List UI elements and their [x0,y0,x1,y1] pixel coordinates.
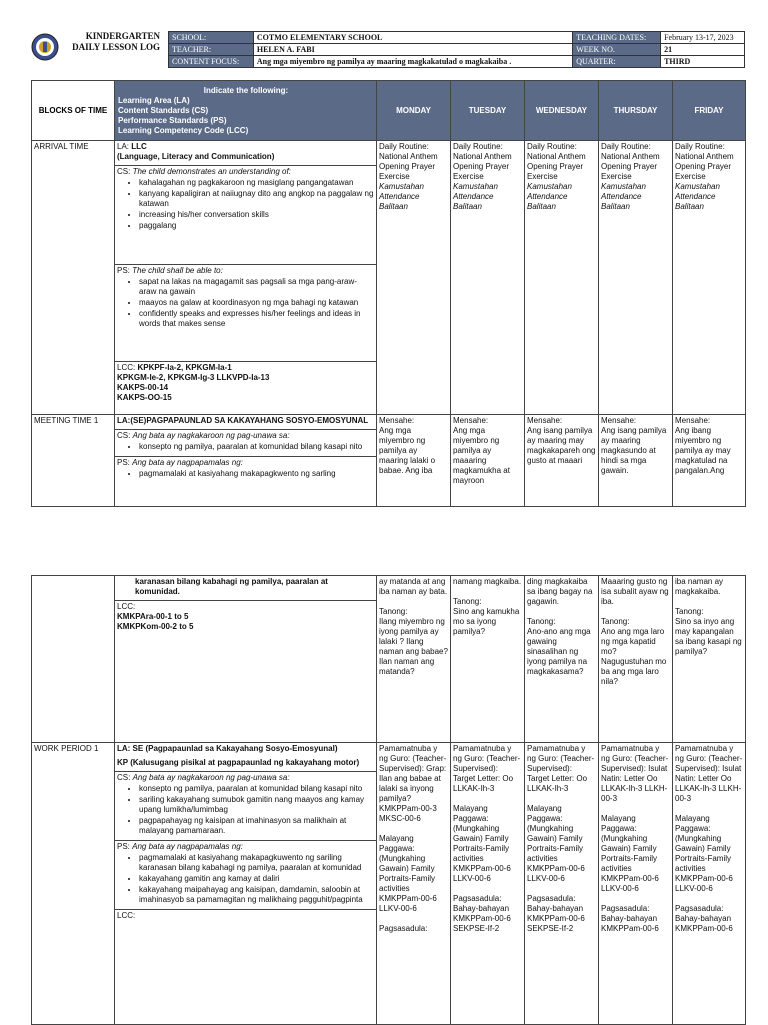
routine-line: Exercise [601,172,632,181]
lesson-log-table-page-2 [31,575,746,1025]
dates-label: TEACHING DATES: [573,32,661,44]
meeting-cont-label [32,576,115,743]
routine-line: Kamustahan [527,182,572,191]
header-info-grid [168,31,745,68]
routine-line: Exercise [453,172,484,181]
arrival-tuesday [451,141,525,415]
routine-line: Daily Routine: [527,142,577,151]
meeting-lcc: LCC: KMKPAra-00-1 to 5 KMKPKom-00-2 to 5 [117,602,194,631]
routine-line: Balitaan [675,202,704,211]
teacher-label: TEACHER: [169,44,254,56]
meeting-cont-thursday: Maaaring gusto ng isa subalit ayaw ng iba. Tanong: Ano ang mga laro ng mga kapatid mo? Nagugustuhan mo ba ang mga laro nila? [599,576,673,743]
blocks-of-time-header: BLOCKS OF TIME [32,81,115,141]
work-standards [115,743,377,1025]
routine-line: Attendance [527,192,568,201]
meeting-standards [115,415,377,507]
meeting-friday: Mensahe: Ang ibang miyembro ng pamilya ay may magkatulad na pangalan.Ang [673,415,746,507]
day-header-thursday: THURSDAY [599,81,673,141]
meeting-cont-wednesday: ding magkakaiba sa ibang bagay na gagawin. Tanong: Ano-ano ang mga gawaing sinasalihan ng iyong pamilya na magkakasama? [525,576,599,743]
meeting-cont-monday: ay matanda at ang iba naman ay bata. Tanong: Ilang miyembro ng iyong pamilya ay lalaki ? Ilang naman ang babae? Ilan naman ang matanda? [377,576,451,743]
work-tuesday: Pamamatnuba y ng Guro: (Teacher-Supervised): Target Letter: Oo LLKAK-Ih-3 Malayang Paggawa: (Mungkahing Gawain) Family Portraits-Family activities KMKPPam-00-6 LLKV-00-6 Pagsasadula: Bahay-bahayan KMKPPam-00-6 SEKPSE-If-2 [451,743,525,1025]
meeting-time-label: MEETING TIME 1 [32,415,115,507]
routine-line: Balitaan [379,202,408,211]
meeting-ps: PS: Ang bata ay nagpapamalas ng: • pagmamalaki at kasiyahang makapagkwento ng sarling [115,457,376,483]
school-value: COTMO ELEMENTARY SCHOOL [253,32,572,44]
week-label: WEEK NO. [573,44,661,56]
indicate-header: Indicate the following: Learning Area (LA) Content Standards (CS) Performance Standards (PS) Learning Competency Code (LCC) [115,81,377,141]
routine-line: Daily Routine: [601,142,651,151]
routine-line: Daily Routine: [675,142,725,151]
meeting-ps-cont: karanasan bilang kabahagi ng pamilya, paaralan at komunidad. [115,576,376,601]
routine-line: Opening Prayer [601,162,658,171]
teacher-value: HELEN A. FABI [253,44,572,56]
routine-line: Attendance [453,192,494,201]
meeting-thursday: Mensahe: Ang isang pamilya ay maaring magkasundo at hindi sa mga gawain. [599,415,673,507]
meeting-cont-friday: iba naman ay magkakaiba. Tanong: Sino sa inyo ang may kapangalan sa ibang kasapi ng pamilya? [673,576,746,743]
routine-line: National Anthem [453,152,512,161]
school-label: SCHOOL: [169,32,254,44]
routine-line: National Anthem [379,152,438,161]
arrival-thursday [599,141,673,415]
focus-label: CONTENT FOCUS: [169,56,254,68]
routine-line: Balitaan [453,202,482,211]
meeting-monday: Mensahe: Ang mga miyembro ng pamilya ay maaring lalaki o babae. Ang iba [377,415,451,507]
deped-seal-icon [31,33,59,61]
work-thursday: Pamamatnuba y ng Guro: (Teacher-Supervised): Isulat Natin: Letter Oo LLKAK-Ih-3 LLKH-00-3 Malayang Paggawa: (Mungkahing Gawain) Family Portraits-Family activities KMKPPam-00-6 LLKV-00-6 Pagsasadula: Bahay-bahayan KMKPPam-00-6 [599,743,673,1025]
routine-line: Opening Prayer [379,162,436,171]
routine-line: Balitaan [601,202,630,211]
routine-line: Attendance [379,192,420,201]
arrival-cs: CS: The child demonstrates an understanding of: • kahalagahan ng pagkakaroon ng masiglang pangangatawan • kanyang kapaligiran at naiiugnay dito ang angkop na paggalaw ng katawan • increasing his/her conversation skills • paggalang [115,166,376,265]
routine-line: Opening Prayer [675,162,732,171]
work-friday: Pamamatnuba y ng Guro: (Teacher-Supervised): Isulat Natin: Letter Oo LLKAK-Ih-3 LLKH-00-3 Malayang Paggawa: (Mungkahing Gawain) Family Portraits-Family activities KMKPPam-00-6 LLKV-00-6 Pagsasadula: Bahay-bahayan KMKPPam-00-6 [673,743,746,1025]
arrival-friday [673,141,746,415]
routine-line: National Anthem [675,152,734,161]
dates-value: February 13-17, 2023 [661,32,745,44]
work-wednesday: Pamamatnuba y ng Guro: (Teacher-Supervised): Target Letter: Oo LLKAK-Ih-3 Malayang Paggawa: (Mungkahing Gawain) Family Portraits-Family activities KMKPPam-00-6 LLKV-00-6 Pagsasadula: Bahay-bahayan KMKPPam-00-6 SEKPSE-If-2 [525,743,599,1025]
routine-line: Daily Routine: [453,142,503,151]
routine-line: Exercise [527,172,558,181]
meeting-wednesday: Mensahe: Ang isang pamilya ay maaring may magkakapareh ong gusto at maaari [525,415,599,507]
day-header-monday: MONDAY [377,81,451,141]
arrival-time-label: ARRIVAL TIME [32,141,115,415]
routine-line: Opening Prayer [453,162,510,171]
routine-line: Opening Prayer [527,162,584,171]
week-value: 21 [661,44,745,56]
routine-line: Kamustahan [379,182,424,191]
meeting-la: LA:(SE)PAGPAPAUNLAD SA KAKAYAHANG SOSYO-EMOSYUNAL [115,415,376,430]
work-cs: CS: Ang bata ay nagkakaroon ng pag-unawa sa: • konsepto ng pamilya, paaralan at komunidad bilang kasapi nito • sariling kakayahang sumubok gamitin nang maayos ang kamay upang lumikha/lumimbag • pagpapahayag ng kaisipan at imahinasyon sa malikhain at malayang pamamaraan. [115,772,376,841]
arrival-monday [377,141,451,415]
quarter-value: THIRD [661,56,745,68]
routine-line: Attendance [675,192,716,201]
routine-line: Kamustahan [601,182,646,191]
document-title: KINDERGARTEN DAILY LESSON LOG [72,31,160,52]
routine-line: Exercise [675,172,706,181]
work-monday: Pamamatnuba y ng Guro: (Teacher-Supervised): Grap: Ilan ang babae at lalaki sa inyong pamilya? KMKPPam-00-3 MKSC-00-6 Malayang Paggawa: (Mungkahing Gawain) Family Portraits-Family activities KMKPPam-00-6 LLKV-00-6 Pagsasadula: [377,743,451,1025]
arrival-wednesday [525,141,599,415]
meeting-cont-tuesday: namang magkaiba. Tanong: Sino ang kamukha mo sa iyong pamilya? [451,576,525,743]
day-header-tuesday: TUESDAY [451,81,525,141]
meeting-cont-standards [115,576,377,743]
routine-line: National Anthem [601,152,660,161]
day-header-friday: FRIDAY [673,81,746,141]
routine-line: Exercise [379,172,410,181]
work-ps: PS: Ang bata ay nagpapamalas ng: • pagmamalaki at kasiyahang makapagkuwento ng sariling karanasan bilang kabahagi ng pamilya, paaralan at komunidad • kakayahang gamitin ang kamay at daliri • kakayahang maipahayag ang kaisipan, damdamin, saloobin at imahinasyob sa pamamagitan ng malikhaing pagguhit/pagpinta [115,841,376,910]
routine-line: Kamustahan [453,182,498,191]
routine-line: Attendance [601,192,642,201]
arrival-lcc: LCC: KPKPF-Ia-2, KPKGM-Ia-1 KPKGM-Ie-2, KPKGM-Ig-3 LLKVPD-Ia-13 KAKPS-00-14 KAKPS-OO-15 [117,363,270,402]
routine-line: Daily Routine: [379,142,429,151]
routine-line: Balitaan [527,202,556,211]
meeting-tuesday: Mensahe: Ang mga miyembro ng pamilya ay maaaring magkamukha at mayroon [451,415,525,507]
work-la: LA: SE (Pagpapaunlad sa Kakayahang Sosyo-Emosyunal) KP (Kalusugang pisikal at pagpapaunlad ng kakayahang motor) [115,743,376,772]
arrival-standards [115,141,377,415]
lesson-log-table-page-1 [31,80,746,507]
routine-line: Kamustahan [675,182,720,191]
work-period-label: WORK PERIOD 1 [32,743,115,1025]
arrival-ps: PS: The child shall be able to: • sapat na lakas na magagamit sas pagsali sa mga pang-araw-araw na gawain • maayos na galaw at koordinasyon ng mga bahagi ng katawan • confidently speaks and expresses his/her feelings and ideas in words that makes sense [115,265,376,362]
work-lcc: LCC: [117,911,136,920]
meeting-cs: CS: Ang bata ay nagkakaroon ng pag-unawa sa: • konsepto ng pamilya, paaralan at komunidad bilang kasapi nito [115,430,376,457]
quarter-label: QUARTER: [573,56,661,68]
routine-line: National Anthem [527,152,586,161]
focus-value: Ang mga miyembro ng pamilya ay maaring magkakatulad o magkakaiba . [253,56,572,68]
day-header-wednesday: WEDNESDAY [525,81,599,141]
arrival-la: LA: LLC (Language, Literacy and Communication) [115,141,376,166]
